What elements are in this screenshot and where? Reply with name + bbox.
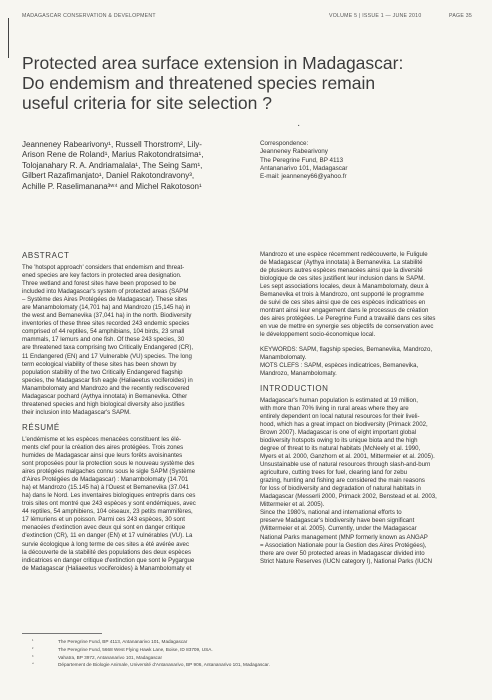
abstract-line: The 'hotspot approach' considers that endemism and threat- <box>22 264 185 271</box>
introduction-line: grazing, hunting and fishing are considered the main reasons <box>260 477 425 485</box>
introduction-line: biodiversity hotspots owing to its unique biota and the high <box>260 436 418 444</box>
footnote-text: Vahatra, BP 3972, Antananarivo 101, Madagascar <box>58 654 163 660</box>
correspondence-block <box>260 140 470 181</box>
resume-line: Bemanevika et trois à Mandrozo, ont supporté le programme <box>260 291 424 299</box>
introduction-line: Brown 2007). Madagascar is one of eight important global <box>260 428 417 436</box>
footnotes <box>22 638 474 669</box>
resume-line: de Madagascar (Haliaeetus vociferoides) à Manambolomaty et <box>22 564 192 572</box>
journal-name: MADAGASCAR CONSERVATION & DEVELOPMENT <box>22 13 156 19</box>
resume-line: de Madagascar (Aythya innotata) à Bemanevika. La stabilité <box>260 259 423 267</box>
resume-line: 44 reptiles, 54 amphibiens, 104 oiseaux, 23 petits mammifères, <box>22 508 193 516</box>
resume-line: ments clef pour la création des aires protégées. Trois zones <box>22 443 184 451</box>
resume-line: montrant ainsi leur engagement dans le processus de création <box>260 307 429 315</box>
mots-clefs <box>260 362 473 378</box>
footnote <box>22 646 474 654</box>
keywords-line: Manambolomaty. <box>260 353 307 361</box>
abstract-line: Madagascar pochard (Aythya innotata) in Bemanevika. Other <box>22 392 188 400</box>
abstract-line: threatened species and high biological diversity also justifies <box>22 400 185 408</box>
correspondence-line: Jeanneney Rabearivony <box>260 148 328 156</box>
resume-line: la découverte de la stabilité des populations des deux espèces <box>22 548 192 556</box>
footnote-text: The Peregrine Fund, BP 4113, Antananarivo 101, Madagascar <box>58 639 188 644</box>
resume-line: d'Aires Protégées de Madagascar) : Manambolomaty (14.701 <box>22 476 189 484</box>
abstract-line: 11 Endangered (EN) and 17 Vulnerable (VU) species. The long <box>22 352 192 360</box>
abstract-line: are Manambolomaty (14,701 ha) and Mandrozo (15,145 ha) in <box>22 304 191 312</box>
left-column <box>22 251 246 573</box>
abstract-line: inventories of these three sites recorded 243 endemic species <box>22 320 190 328</box>
resume-line: menacées d'extinction avec deux qui sont en danger critique <box>22 524 186 532</box>
resume-body <box>22 436 246 573</box>
resume-line: survie écologique à long terme de ces sites a été avérée avec <box>22 540 189 548</box>
introduction-heading: INTRODUCTION <box>260 383 329 393</box>
resume-continuation <box>260 251 473 340</box>
title-line: Do endemism and threatened species remain <box>22 73 376 93</box>
dot-mark: · <box>297 120 301 131</box>
resume-line: le développement socio-économique local. <box>260 331 376 339</box>
introduction-body <box>260 397 473 566</box>
resume-line: trois sites ont montré que 243 espèces y sont endémiques, avec <box>22 500 196 508</box>
footnote <box>22 638 474 646</box>
resume-line: Les sept associations locales, deux à Manambolomaty, deux à <box>260 283 429 291</box>
correspondence-email[interactable]: E-mail: jeanneney66@yahoo.fr <box>260 173 347 181</box>
footnote-mark: ⁴ <box>32 661 34 667</box>
right-column <box>260 251 473 566</box>
footnote-mark: ¹ <box>32 638 34 643</box>
introduction-line: hood, which has a great impact on biodiversity (Primack 2002, <box>260 420 428 428</box>
resume-line: en vue de mettre en synergie ses objectifs de conservation avec <box>260 323 434 331</box>
footnote <box>22 654 474 662</box>
introduction-line: preserve Madagascar's biodiversity have been significant <box>260 517 415 525</box>
introduction-line: degree of threat to its natural habitats (McNeely et al. 1990, <box>260 444 421 452</box>
mots-clefs-line: MOTS CLEFS : SAPM, espèces indicatrices, Bemanevika, <box>260 361 419 369</box>
title-line: Protected area surface extension in Madagascar: <box>22 53 404 73</box>
introduction-line: = Association Nationale pour la Gestion des Aires Protégées), <box>260 541 427 549</box>
resume-line: 17 lémuriens et un poisson. Parmi ces 243 espèces, 30 sont <box>22 516 185 524</box>
author-line: Jeanneney Rabearivony¹, Russell Thorstrom², Lily- <box>22 140 202 149</box>
introduction-line: there are over 50 protected areas in Madagascar divided into <box>260 549 425 557</box>
introduction-line: Strict Nature Reserves (IUCN category I), National Parks (IUCN <box>260 557 433 565</box>
introduction-line: for loss of biodiversity and degradation of natural habitats in <box>260 485 421 493</box>
abstract-line: the west and Bemanevika (37,041 ha) in the north. Biodiversity <box>22 312 192 320</box>
title-line: useful criteria for site selection ? <box>22 93 272 113</box>
resume-line: sont proposées pour la protection sous le nouveau système des <box>22 460 195 468</box>
resume-line: indicatrices en danger critique d'extinction que sont le Pygargue <box>22 556 195 564</box>
introduction-line: Madagascar's human population is estimated at 19 million, <box>260 396 418 404</box>
author-line: Gilbert Razafimanjato¹, Daniel Rakotondravony³, <box>22 171 195 181</box>
resume-line: ha) et Mandrozo (15.145 ha) à l'Ouest et Bemanevika (37.041 <box>22 484 190 492</box>
article-title <box>22 53 452 113</box>
footnote-text: Département de Biologie Animale, Université d'Antananarivo, BP 906, Antananarivo 101, Madagascar. <box>58 662 270 668</box>
keywords-line: KEYWORDS: SAPM, flagship species, Bemanevika, Mandrozo, <box>260 345 433 353</box>
resume-line: biologique de ces sites justifient leur inclusion dans le SAPM. <box>260 275 425 283</box>
abstract-heading: ABSTRACT <box>22 251 70 260</box>
introduction-line: entirely dependent on local natural resources for their liveli- <box>260 412 420 420</box>
abstract-line: term ecological viability of these sites has been shown by <box>22 360 177 368</box>
abstract-line: ened species are key factors in protected area designation. <box>22 272 182 280</box>
correspondence-line: Correspondence: <box>260 140 309 147</box>
introduction-line: Mittermeier et al. 2005). <box>260 501 325 509</box>
correspondence-line: Antananarivo 101, Madagascar <box>260 164 348 172</box>
resume-line: aires protégées malgaches connu sous le sigle SAPM (Système <box>22 468 196 476</box>
abstract-line: Three wetland and forest sites have been proposed to be <box>22 280 177 288</box>
abstract-line: their inclusion into Madagascar's SAPM. <box>22 408 131 416</box>
resume-line: d'extinction (CR), 11 en danger (EN) et 17 vulnérables (VU). La <box>22 532 193 540</box>
introduction-line: Myers et al. 2000, Ganzhorn et al. 2001, Mittermeier et al. 2005). <box>260 453 435 461</box>
page-number: PAGE 35 <box>449 13 472 19</box>
resume-line: ha) dans le Nord. Les inventaires biologiques entrepris dans ces <box>22 492 196 500</box>
author-line: Arison Rene de Roland¹, Marius Rakotondratsima¹, <box>22 150 204 160</box>
abstract-line: Manambolomaty and Mandrozo and the recently rediscovered <box>22 384 190 392</box>
resume-line: de plusieurs autres espèces menacées ainsi que la diversité <box>260 267 423 275</box>
author-line: Achille P. Raselimanana³ʷ⁴ and Michel Rakotoson¹ <box>22 181 202 191</box>
resume-line: L'endémisme et les espèces menacées constituent les élé- <box>22 435 182 443</box>
introduction-line: Madagascar (Messerli 2000, Primack 2002, Benstead et al. 2003, <box>260 493 437 501</box>
correspondence-line: The Peregrine Fund, BP 4113 <box>260 156 344 164</box>
resume-line: Mandrozo et une espèce récemment redécouverte, le Fuligule <box>260 251 428 258</box>
abstract-line: included into Madagascar's system of protected areas (SAPM <box>22 288 189 296</box>
abstract-line: are threatened taxa comprising two Critically Endangered (CR), <box>22 344 194 352</box>
resume-line: des aires protégées. Le Peregrine Fund a travaillé dans ces sites <box>260 315 436 323</box>
introduction-line: National Parks management (MNP formerly known as ANGAP <box>260 533 428 541</box>
abstract-line: mammals, 17 lemurs and one fish. Of these 243 species, 30 <box>22 336 185 344</box>
author-line: Tolojanahary R. A. Andriamalala¹, The Seing Sam¹, <box>22 160 203 170</box>
introduction-line: with more than 70% living in rural areas where they are <box>260 404 409 412</box>
author-list <box>22 140 247 192</box>
abstract-line: – Système des Aires Protégées de Madagascar). These sites <box>22 296 188 304</box>
footnote-mark: ³ <box>32 653 34 659</box>
footnote-text: The Peregrine Fund, 5668 West Flying Hawk Lane, Boise, ID 83709, USA. <box>58 646 213 652</box>
abstract-line: comprised of 44 reptiles, 54 amphibians, 104 birds, 23 small <box>22 328 185 336</box>
resume-line: humides de Madagascar ainsi que leurs forêts avoisinantes <box>22 451 183 459</box>
abstract-body <box>22 264 246 417</box>
footnote-rule <box>22 633 102 634</box>
keywords <box>260 346 473 362</box>
abstract-line: species, the Madagascar fish eagle (Haliaeetus vociferoides) in <box>22 376 193 384</box>
introduction-line: Unsustainable use of natural resources through slash-and-burn <box>260 461 431 469</box>
footnote-mark: ² <box>32 645 34 651</box>
binding-mark <box>8 18 9 58</box>
introduction-line: Since the 1980's, national and international efforts to <box>260 509 402 517</box>
introduction-line: agriculture, cutting trees for fuel, clearing land for zebu <box>260 469 408 477</box>
volume-info: VOLUME 5 | ISSUE 1 — JUNE 2010 <box>329 13 422 19</box>
abstract-line: population stability of the two Critically Endangered flagship <box>22 368 183 376</box>
footnote <box>22 661 474 669</box>
resume-line: de suivi de ces sites ainsi que de ces espèces indicatrices en <box>260 299 426 307</box>
introduction-line: (Mittermeier et al. 2005). Currently, under the Madagascar <box>260 525 417 533</box>
mots-clefs-line: Mandrozo, Manambolomaty. <box>260 369 337 377</box>
resume-heading: RÉSUMÉ <box>22 422 60 432</box>
